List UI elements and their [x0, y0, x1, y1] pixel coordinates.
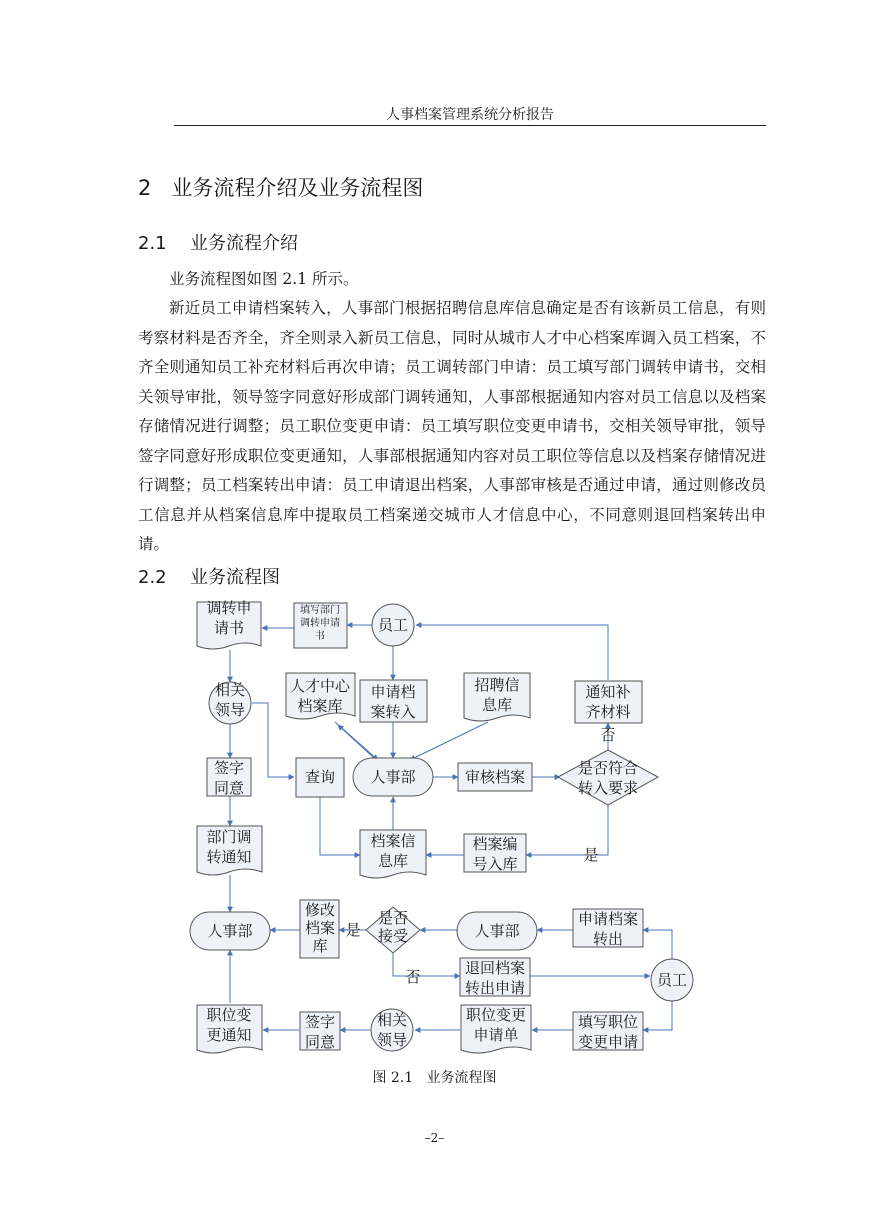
- label: [465, 768, 525, 786]
- label-line: 息库: [377, 852, 409, 870]
- edge-label-no: 否: [405, 968, 421, 986]
- label-line: 申请档: [370, 683, 416, 701]
- label-line: 请书: [213, 619, 245, 637]
- label-line: 人才中心: [289, 677, 351, 695]
- label-line: 签字: [213, 759, 245, 777]
- label-line: 库: [312, 937, 328, 955]
- edge: [320, 797, 360, 855]
- edge: [393, 953, 460, 976]
- label-line: 档案库: [297, 697, 343, 715]
- label-line: 填写职位: [577, 1013, 639, 1031]
- label-line: 案转入: [370, 703, 416, 721]
- label-line: 职位变更: [465, 1006, 527, 1024]
- label-line: 调转申: [206, 599, 252, 617]
- edge: [338, 725, 374, 758]
- subsection-title: 业务流程图: [190, 567, 280, 588]
- label-line: 同意: [304, 1033, 336, 1051]
- edge-label-yes: 是: [583, 846, 599, 864]
- label-line: 转通知: [206, 848, 252, 866]
- label-line: 员工: [656, 971, 688, 989]
- node-labels: [206, 599, 687, 1051]
- label-line: 修改: [304, 901, 336, 919]
- label: [378, 909, 408, 945]
- label-line: 变更申请: [577, 1033, 639, 1051]
- label-line: 转入要求: [577, 779, 639, 797]
- paragraph-intro: 业务流程图如图 2.1 所示。: [169, 270, 359, 288]
- label-line: 同意: [213, 779, 245, 797]
- label-line: 退回档案: [464, 959, 526, 977]
- label-line: 相关: [376, 1011, 408, 1029]
- label-line: 申请单: [473, 1026, 519, 1044]
- edge: [410, 722, 488, 760]
- subsection-number: 2.1: [138, 233, 167, 254]
- label: [370, 768, 415, 786]
- label-line: 查询: [304, 768, 336, 786]
- label: [305, 768, 335, 786]
- label-line: 人事部: [370, 768, 416, 786]
- edge-label-yes: 是: [345, 921, 361, 939]
- label-line: 转出申请: [464, 979, 526, 997]
- page-header: 人事档案管理系统分析报告: [386, 107, 554, 123]
- edge: [643, 930, 672, 963]
- label-line: 部门调: [206, 828, 252, 846]
- label: [474, 922, 519, 940]
- label-line: 更通知: [206, 1026, 252, 1044]
- subsection-number: 2.2: [138, 567, 167, 588]
- label-line: 申请档案: [577, 910, 639, 928]
- label-line: 通知补: [585, 683, 631, 701]
- label-line: 齐材料: [585, 703, 631, 721]
- label: [657, 971, 687, 989]
- label: [207, 922, 252, 940]
- label-line: 员工: [377, 616, 409, 634]
- label-line: 职位变: [206, 1006, 252, 1024]
- label-line: 领导: [214, 701, 246, 719]
- label-line: 人事部: [207, 922, 253, 940]
- figure-caption: 图 2.1 业务流程图: [372, 1070, 497, 1086]
- paragraph-body: 新近员工申请档案转入，人事部门根据招聘信息库信息确定是否有该新员工信息，有则考察材料是否齐全，齐全则录入新员工信息，同时从城市人才中心档案库调入员工档案，不齐全则通知员工补充材料后再次申请；员工调转部门申请：员工填写部门调转申请书，交相关领导审批，领导签字同意好形成部门调转通知，人事部根据通知内容对员工信息以及档案存储情况进行调整；员工职位变更申请：员工填写职位变更申请书，交相关领导审批，领导签字同意好形成职位变更通知，人事部根据通知内容对员工职位等信息以及档案存储情况进行调整；员工档案转出申请：员工申请退出档案，人事部审核是否通过申请，通过则修改员工信息并从档案信息库中提取员工档案递交城市人才信息中心，不同意则退回档案转出申请。: [138, 299, 766, 553]
- label-line: 相关: [214, 681, 246, 699]
- edge-label-no: 否: [600, 726, 616, 744]
- label-line: 审核档案: [464, 768, 526, 786]
- label-line: 档案: [304, 919, 336, 937]
- label-line: 签字: [304, 1013, 336, 1031]
- edge: [416, 625, 608, 680]
- edge: [643, 999, 672, 1030]
- label-line: 人事部: [474, 922, 520, 940]
- label-line: 号入库: [472, 855, 518, 873]
- label-line: 档案编: [472, 835, 518, 853]
- subsection-title: 业务流程介绍: [190, 233, 298, 254]
- label-line: 调转申请: [300, 618, 340, 629]
- label-line: 息库: [481, 696, 513, 714]
- label-line: 填写部门: [300, 605, 340, 616]
- label-line: 书: [315, 631, 325, 642]
- label-line: 领导: [376, 1031, 408, 1049]
- page-number: –2–: [424, 1131, 445, 1145]
- label-line: 招聘信: [474, 676, 520, 694]
- label-line: 接受: [377, 927, 409, 945]
- label-line: 是否符合: [577, 759, 639, 777]
- label-line: 是否: [377, 909, 409, 927]
- label: [378, 616, 408, 634]
- label-line: 档案信: [370, 832, 416, 850]
- label-line: 转出: [592, 930, 624, 948]
- section-heading: 2 业务流程介绍及业务流程图: [138, 176, 424, 200]
